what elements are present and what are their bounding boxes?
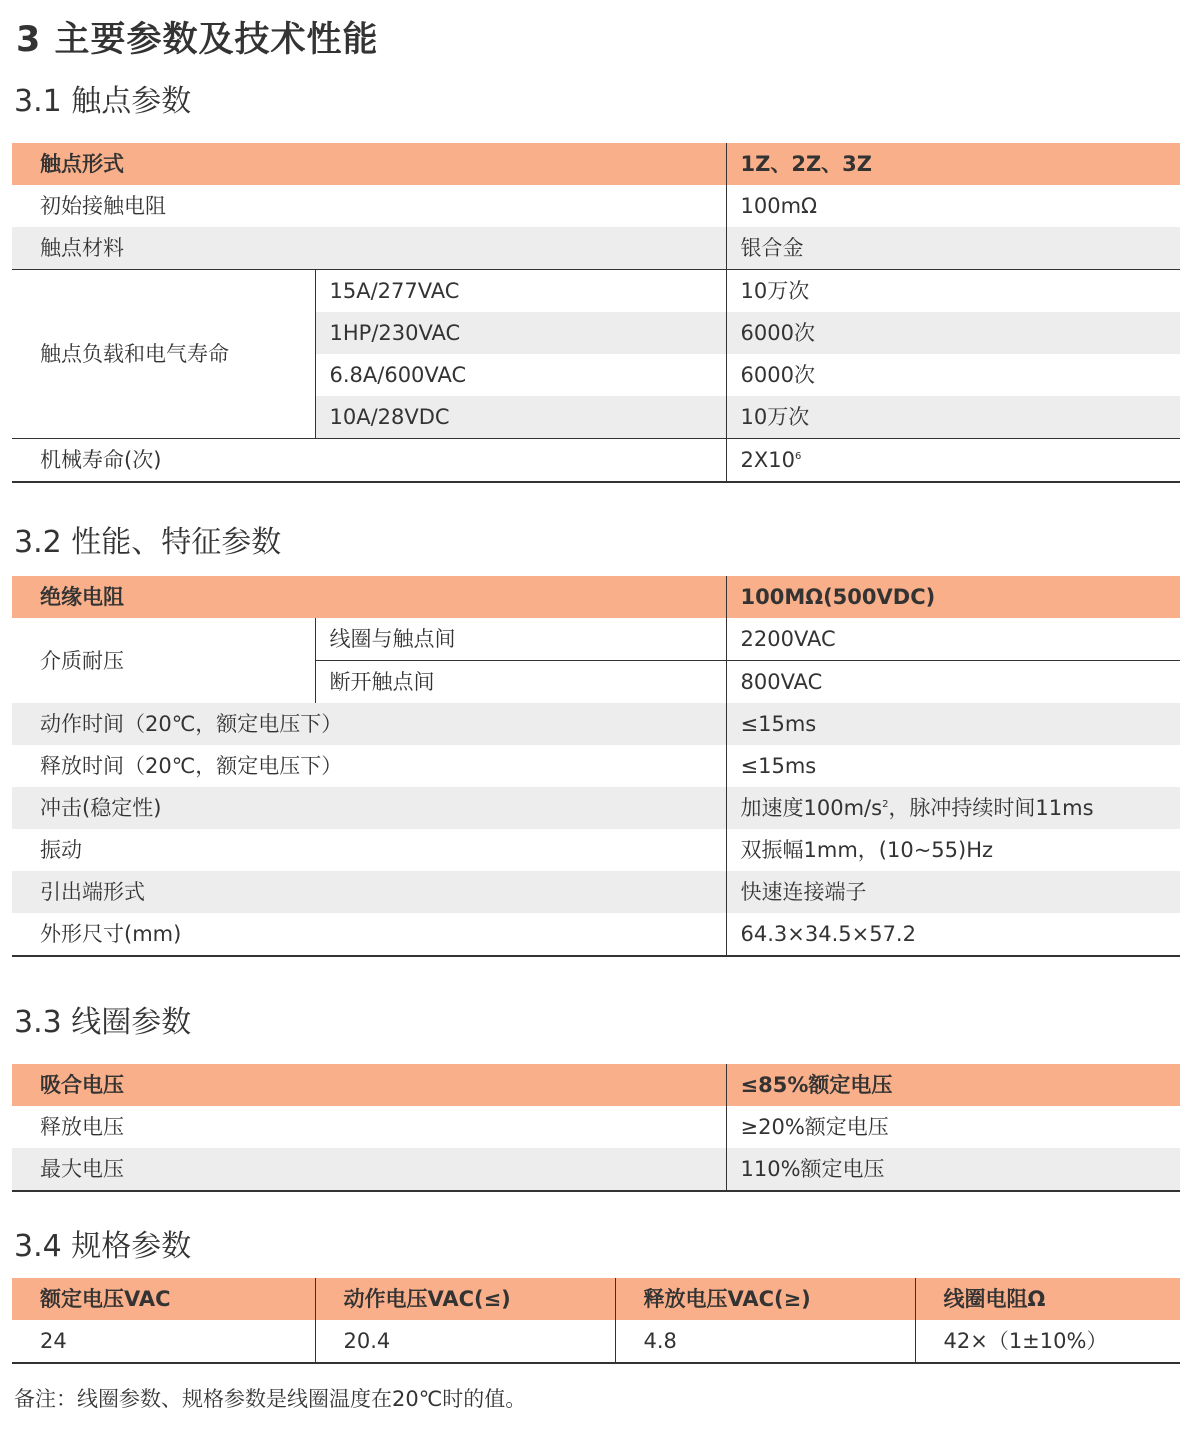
dielectric-sub: 断开触点间 (315, 661, 726, 704)
mechanical-life-exponent: 6 (794, 451, 802, 462)
row-value: ≤15ms (726, 703, 1180, 745)
mechanical-life-base: 2X10 (740, 448, 795, 472)
table-cell: 24 (12, 1320, 315, 1363)
table-row (12, 618, 1180, 661)
shock-value-sup: 2 (882, 799, 889, 810)
contact-form-value: 1Z、2Z、3Z (726, 143, 1180, 185)
table-row (12, 871, 1180, 913)
section-title-coil: 3.3 线圈参数 (14, 1005, 192, 1040)
dielectric-label: 介质耐压 (40, 648, 124, 673)
table-cell: 4.8 (615, 1320, 915, 1363)
row-value: ≥20%额定电压 (726, 1106, 1180, 1148)
life-cell: 6000次 (726, 312, 1180, 354)
table-row (12, 745, 1180, 787)
column-header: 释放电压VAC(≥) (615, 1278, 915, 1320)
row-label: 释放电压 (40, 1115, 124, 1139)
table-header-row (12, 143, 1180, 185)
performance-params-table (12, 576, 1180, 957)
shock-value-a: 加速度100m/s (740, 796, 883, 820)
table-row (12, 1320, 1180, 1363)
row-label: 振动 (40, 838, 82, 862)
table-row (12, 829, 1180, 871)
life-cell: 10万次 (726, 270, 1180, 313)
table-header-row (12, 1064, 1180, 1106)
section-title-contact: 3.1 触点参数 (14, 84, 192, 119)
load-cell: 10A/28VDC (315, 396, 726, 439)
row-value: 银合金 (726, 227, 1180, 270)
table-header-row (12, 576, 1180, 618)
pickup-voltage-label: 吸合电压 (12, 1064, 726, 1106)
life-cell: 6000次 (726, 354, 1180, 396)
table-row (12, 439, 1180, 483)
section-title-spec: 3.4 规格参数 (14, 1229, 192, 1264)
page-title: 3 主要参数及技术性能 (16, 20, 379, 60)
row-label: 机械寿命(次) (12, 439, 726, 483)
row-label: 动作时间（20℃，额定电压下） (12, 703, 726, 745)
table-header-row (12, 1278, 1180, 1320)
table-row (12, 185, 1180, 227)
row-label: 引出端形式 (12, 871, 726, 913)
section-title-performance: 3.2 性能、特征参数 (14, 525, 282, 560)
load-cell: 15A/277VAC (315, 270, 726, 313)
row-value: 64.3×34.5×57.2 (726, 913, 1180, 956)
table-row (12, 1106, 1180, 1148)
spec-params-table (12, 1278, 1180, 1364)
contact-params-table (12, 143, 1180, 483)
table-row (12, 913, 1180, 956)
dielectric-sub: 线圈与触点间 (315, 618, 726, 661)
life-cell: 10万次 (726, 396, 1180, 439)
row-label: 最大电压 (12, 1148, 726, 1191)
row-value: 双振幅1mm，(10~55)Hz (726, 829, 1180, 871)
table-row (12, 270, 1180, 313)
table-row (12, 227, 1180, 270)
load-life-label: 触点负载和电气寿命 (12, 270, 315, 439)
row-value (726, 439, 1180, 483)
row-value (726, 787, 1180, 829)
table-cell: 42×（1±10%） (915, 1320, 1180, 1363)
load-cell: 1HP/230VAC (315, 312, 726, 354)
table-cell: 20.4 (315, 1320, 615, 1363)
row-label: 初始接触电阻 (40, 194, 166, 218)
load-cell: 6.8A/600VAC (315, 354, 726, 396)
table-row (12, 1148, 1180, 1191)
shock-value-b: ，脉冲持续时间11ms (888, 796, 1094, 820)
insulation-label: 绝缘电阻 (12, 576, 726, 618)
pickup-voltage-value: ≤85%额定电压 (726, 1064, 1180, 1106)
dielectric-value: 2200VAC (726, 618, 1180, 661)
row-value: 100mΩ (726, 185, 1180, 227)
row-value: 快速连接端子 (726, 871, 1180, 913)
table-row (12, 787, 1180, 829)
coil-params-table (12, 1064, 1180, 1192)
column-header: 动作电压VAC(≤) (315, 1278, 615, 1320)
column-header: 额定电压VAC (12, 1278, 315, 1320)
row-label: 冲击(稳定性) (12, 787, 726, 829)
table-row (12, 703, 1180, 745)
footnote: 备注：线圈参数、规格参数是线圈温度在20℃时的值。 (14, 1387, 527, 1411)
column-header: 线圈电阻Ω (915, 1278, 1180, 1320)
row-value: 110%额定电压 (726, 1148, 1180, 1191)
row-value: ≤15ms (726, 745, 1180, 787)
row-label: 释放时间（20℃，额定电压下） (40, 754, 343, 778)
row-label: 触点材料 (12, 227, 726, 270)
contact-form-label: 触点形式 (12, 143, 726, 185)
dielectric-value: 800VAC (726, 661, 1180, 704)
row-label: 外形尺寸(mm) (12, 913, 726, 956)
insulation-value: 100MΩ(500VDC) (726, 576, 1180, 618)
